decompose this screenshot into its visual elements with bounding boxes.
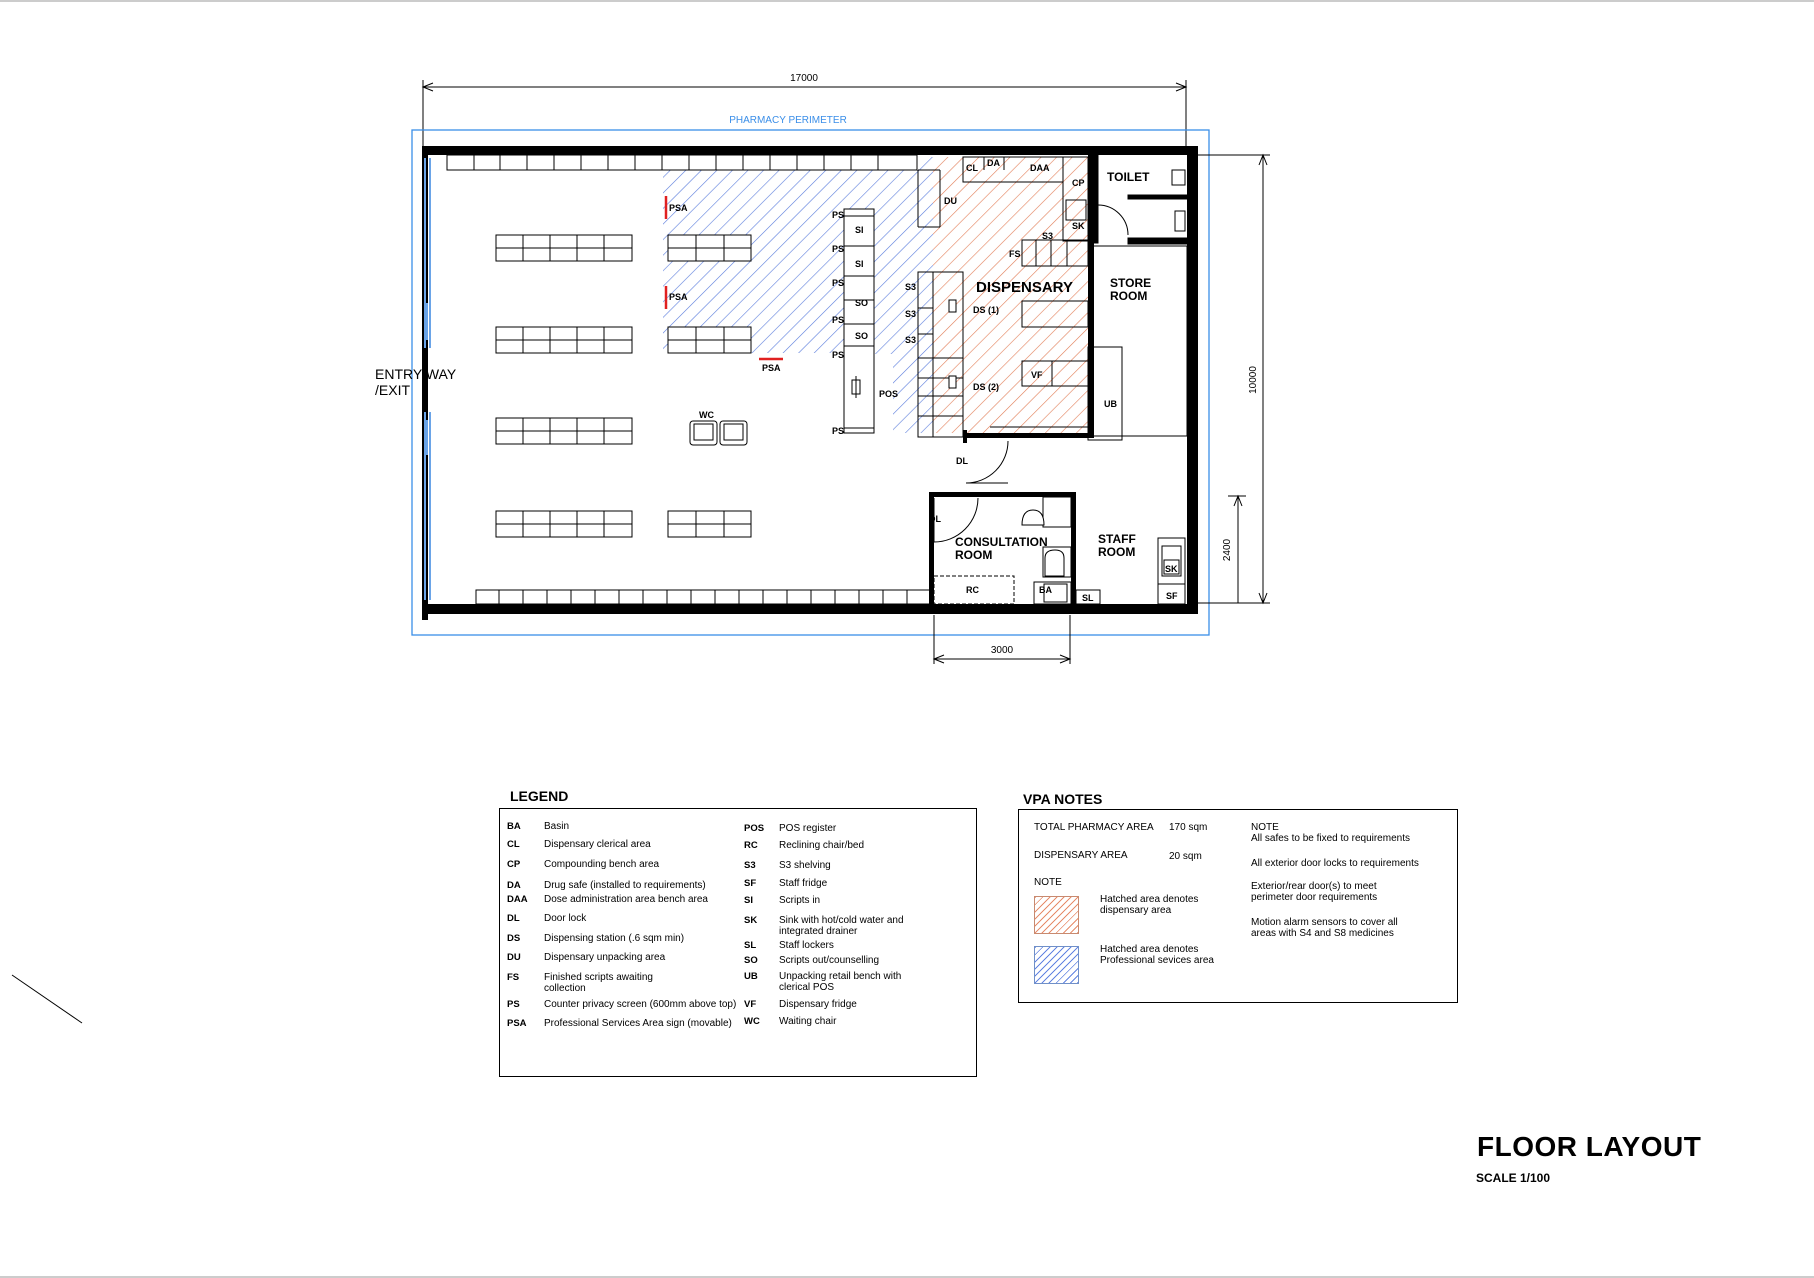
s3-code: S3 xyxy=(905,335,917,345)
legend-code: FS xyxy=(507,972,520,983)
legend-title: LEGEND xyxy=(510,788,569,804)
vf-code: VF xyxy=(1031,370,1043,380)
staff-label-2: ROOM xyxy=(1098,545,1136,559)
legend-code: PSA xyxy=(507,1018,527,1029)
s3-code: S3 xyxy=(905,309,917,319)
vpa-note-1: All safes to be fixed to requirements xyxy=(1251,833,1410,844)
legend-code: SK xyxy=(744,915,758,926)
ps-code: PS xyxy=(832,278,845,288)
du-code: DU xyxy=(944,196,957,206)
si-code: SI xyxy=(855,225,864,235)
vpa-total-label: TOTAL PHARMACY AREA xyxy=(1034,822,1154,833)
legend-description: Dispensing station (.6 sqm min) xyxy=(544,933,685,944)
vpa-hatch-blue: Hatched area denotes Professional sevices area xyxy=(1100,944,1214,966)
bottom-shelving xyxy=(476,590,931,604)
vpa-note-label: NOTE xyxy=(1034,877,1062,888)
front-counter xyxy=(844,209,874,433)
ds2-code: DS (2) xyxy=(973,382,1000,392)
vpa-title: VPA NOTES xyxy=(1023,791,1103,807)
da-code: DA xyxy=(987,158,1000,168)
legend-description: Reclining chair/bed xyxy=(779,840,865,851)
cl-code: CL xyxy=(966,163,978,173)
legend-code: DU xyxy=(507,952,521,963)
so-code: SO xyxy=(855,298,869,308)
dl-code: DL xyxy=(956,456,968,466)
ps-code: PS xyxy=(832,315,845,325)
legend-description: Scripts in xyxy=(779,895,821,906)
legend-code: DAA xyxy=(507,894,528,905)
legend-code: UB xyxy=(744,971,758,982)
si-code: SI xyxy=(855,259,864,269)
psa-code: PSA xyxy=(669,203,688,213)
dim-consult-width-label: 3000 xyxy=(990,645,1014,656)
legend-code: DS xyxy=(507,933,521,944)
legend-description: Door lock xyxy=(544,913,587,924)
toilet-room xyxy=(1094,155,1188,244)
cp-code: CP xyxy=(1072,178,1085,188)
legend-description: Dispensary unpacking area xyxy=(544,952,666,963)
dim-staff-depth-label: 2400 xyxy=(1222,538,1233,562)
legend-description: Unpacking retail bench with clerical POS xyxy=(779,971,902,993)
legend-description: Dose administration area bench area xyxy=(544,894,708,905)
vpa-disp-value: 20 sqm xyxy=(1169,851,1202,862)
rc-code: RC xyxy=(966,585,979,595)
legend-description: Scripts out/counselling xyxy=(779,955,880,966)
legend-description: Finished scripts awaiting collection xyxy=(544,972,653,994)
legend-description: Dispensary clerical area xyxy=(544,839,651,850)
legend-description: POS register xyxy=(779,823,837,834)
legend-description: Drug safe (installed to requirements) xyxy=(544,880,706,891)
consultation-label: CONSULTATION xyxy=(955,535,1048,549)
legend-code: PS xyxy=(507,999,520,1010)
vpa-note-3: Exterior/rear door(s) to meet perimeter door requirements xyxy=(1251,881,1378,903)
legend-code: SF xyxy=(744,878,757,889)
waiting-chairs xyxy=(690,421,747,445)
legend-code: RC xyxy=(744,840,758,851)
dim-height-label: 10000 xyxy=(1248,366,1259,394)
toilet-label: TOILET xyxy=(1107,170,1150,184)
legend-box xyxy=(499,808,977,1077)
staff-label: STAFF xyxy=(1098,532,1136,546)
top-shelving xyxy=(447,155,917,170)
s3-code: S3 xyxy=(1042,231,1054,241)
legend-description: Staff lockers xyxy=(779,940,834,951)
daa-code: DAA xyxy=(1030,163,1050,173)
sk-code: SK xyxy=(1165,564,1178,574)
legend-code: CL xyxy=(507,839,520,850)
legend-description: Sink with hot/cold water and integrated drainer xyxy=(779,915,904,937)
legend-description: Waiting chair xyxy=(779,1016,837,1027)
dim-width-label: 17000 xyxy=(790,73,818,84)
sl-code: SL xyxy=(1082,593,1094,603)
legend-description: Basin xyxy=(544,821,570,832)
legend-description: Dispensary fridge xyxy=(779,999,857,1010)
legend-code: VF xyxy=(744,999,757,1010)
dl-code: DL xyxy=(929,514,941,524)
ub-code: UB xyxy=(1104,399,1117,409)
sf-code: SF xyxy=(1166,591,1178,601)
legend-code: SL xyxy=(744,940,757,951)
drawing-title: FLOOR LAYOUT xyxy=(1477,1131,1702,1162)
drawing-scale: SCALE 1/100 xyxy=(1476,1171,1551,1185)
perimeter-label: PHARMACY PERIMETER xyxy=(729,115,847,126)
vpa-note-2: All exterior door locks to requirements xyxy=(1251,858,1419,869)
legend-code: BA xyxy=(507,821,521,832)
vpa-note-4: Motion alarm sensors to cover all areas with S4 and S8 medicines xyxy=(1251,917,1398,939)
vpa-disp-label: DISPENSARY AREA xyxy=(1034,850,1128,861)
legend-code: SO xyxy=(744,955,758,966)
s3-code: S3 xyxy=(905,282,917,292)
services-hatch-swatch xyxy=(1034,946,1079,984)
vpa-total-value: 170 sqm xyxy=(1169,822,1208,833)
legend-description: Professional Services Area sign (movable) xyxy=(544,1018,732,1029)
vpa-note2-label: NOTE xyxy=(1251,822,1279,833)
ps-code: PS xyxy=(832,426,845,436)
ds1-code: DS (1) xyxy=(973,305,1000,315)
ps-code: PS xyxy=(832,210,845,220)
legend-description: Staff fridge xyxy=(779,878,828,889)
sk-code: SK xyxy=(1072,221,1085,231)
stray-line xyxy=(12,975,82,1023)
consultation-label-2: ROOM xyxy=(955,548,993,562)
pos-code: POS xyxy=(879,389,899,399)
fs-code: FS xyxy=(1009,249,1021,259)
dimension-bottom xyxy=(934,615,1070,664)
ps-code: PS xyxy=(832,350,845,360)
so-code: SO xyxy=(855,331,869,341)
wc-code: WC xyxy=(699,410,714,420)
store-label-2: ROOM xyxy=(1110,289,1148,303)
legend-code: SI xyxy=(744,895,753,906)
legend-code: POS xyxy=(744,823,765,834)
dispensary-label: DISPENSARY xyxy=(976,279,1073,296)
entry-label-2: /EXIT xyxy=(375,382,411,398)
entry-label: ENTRY WAY xyxy=(375,366,457,382)
vpa-box xyxy=(1018,809,1458,1003)
psa-code: PSA xyxy=(669,292,688,302)
psa-code: PSA xyxy=(762,363,781,373)
legend-description: Counter privacy screen (600mm above top) xyxy=(544,999,737,1010)
legend-description: Compounding bench area xyxy=(544,859,660,870)
legend-code: CP xyxy=(507,859,521,870)
vpa-hatch-orange: Hatched area denotes dispensary area xyxy=(1100,894,1199,916)
dispensary-door xyxy=(966,441,1008,483)
legend-code: WC xyxy=(744,1016,760,1027)
ps-code: PS xyxy=(832,244,845,254)
store-label: STORE xyxy=(1110,276,1152,290)
legend-code: DA xyxy=(507,880,521,891)
ba-code: BA xyxy=(1039,585,1052,595)
legend-description: S3 shelving xyxy=(779,860,831,871)
dispensary-hatch-swatch xyxy=(1034,896,1079,934)
legend-code: S3 xyxy=(744,860,756,871)
legend-code: DL xyxy=(507,913,520,924)
